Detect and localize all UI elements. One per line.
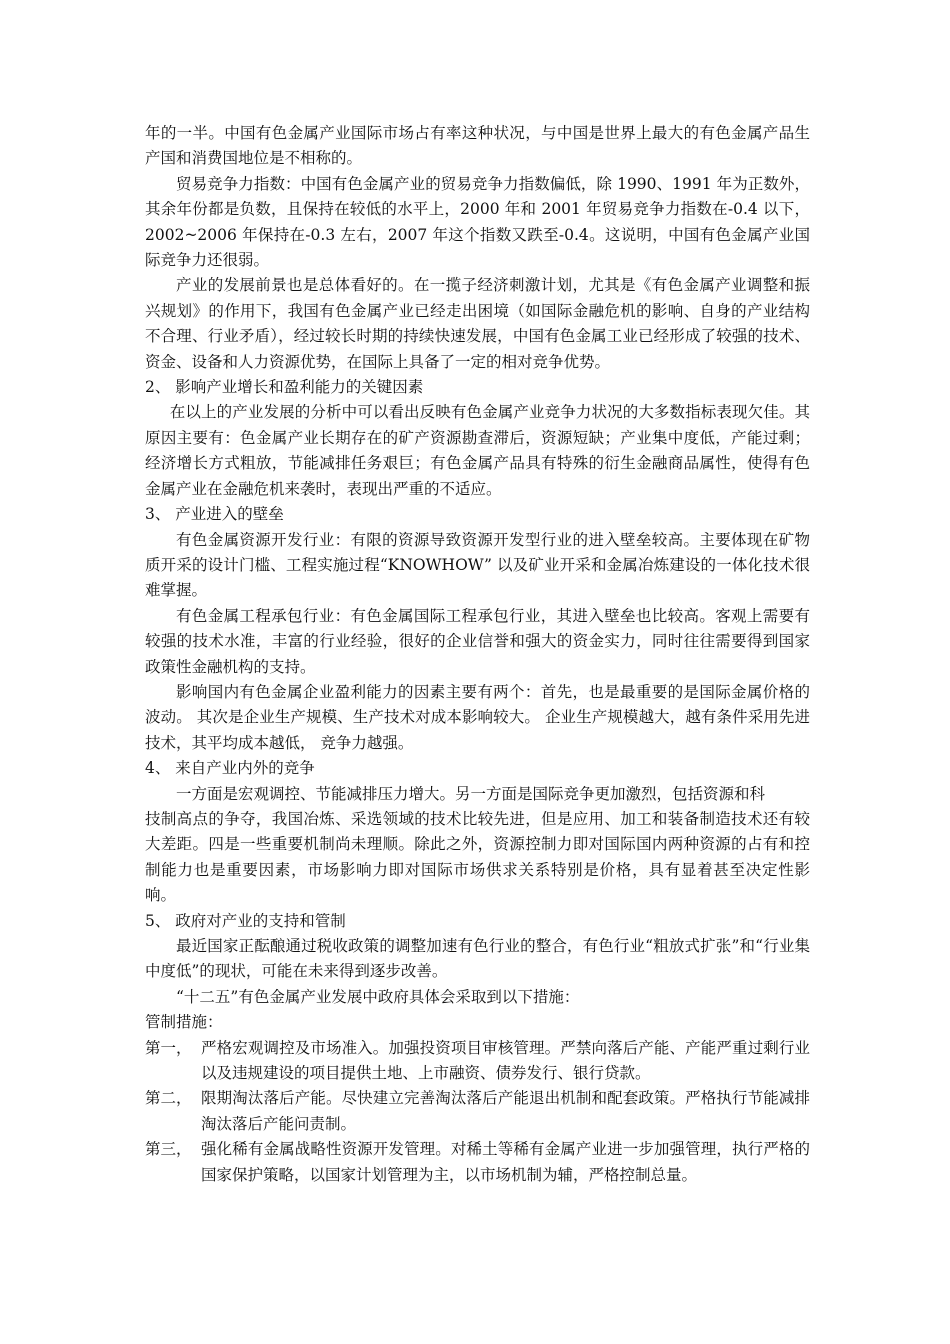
paragraph-trade-index: 贸易竞争力指数：中国有色金属产业的贸易竞争力指数偏低，除 1990、1991 年为正数外，其余年份都是负数，且保持在较低的水平上，2000 年和 2001 年贸易竞争力指数在-0.4 以下，2002~2006 年保持在-0.3 左右，2007 年这个指数又跌至-0.4。这说明，中国有色金属产业国际竞争力还很弱。 [145,174,810,270]
measure-label: 第一， [145,1038,192,1057]
paragraph-profitability: 影响国内有色金属企业盈利能力的因素主要有两个：首先，也是最重要的是国际金属价格的波动。 其次是企业生产规模、生产技术对成本影响较大。 企业生产规模越大，越有条件采用先进技术，其平均成本越低， 竞争力越强。 [145,682,810,752]
paragraph-competition-b: 技制高点的争夺，我国冶炼、采选领域的技术比较先进，但是应用、加工和装备制造技术还有较大差距。四是一些重要机制尚未理顺。除此之外，资源控制力即对国际国内两种资源的占有和控制能力也是重要因素，市场影响力即对国际市场供求关系特别是价格，具有显着甚至决定性影响。 [145,809,810,905]
document-page [145,121,810,1188]
measure-text: 严格宏观调控及市场准入。加强投资项目审核管理。严禁向落后产能、产能严重过剩行业以及违规建设的项目提供土地、上市融资、债券发行、银行贷款。 [201,1038,810,1083]
paragraph-market-share: 年的一半。中国有色金属产业国际市场占有率这种状况，与中国是世界上最大的有色金属产品生产国和消费国地位是不相称的。 [145,124,810,168]
paragraph-tax-policy: 最近国家正酝酿通过税收政策的调整加速有色行业的整合，有色行业“粗放式扩张”和“行业集中度低”的现状，可能在未来得到逐步改善。 [145,937,810,981]
measure-item-3 [145,1137,810,1188]
paragraph-outlook: 产业的发展前景也是总体看好的。在一揽子经济刺激计划，尤其是《有色金属产业调整和振兴规划》的作用下，我国有色金属产业已经走出困境（如国际金融危机的影响、自身的产业结构不合理、行业矛盾），经过较长时期的持续快速发展，中国有色金属工业已经形成了较强的技术、资金、设备和人力资源优势，在国际上具备了一定的相对竞争优势。 [145,276,810,371]
paragraph-measures-title: 管制措施： [145,1013,223,1032]
paragraph-resource-barrier: 有色金属资源开发行业：有限的资源导致资源开发型行业的进入壁垒较高。主要体现在矿物质开采的设计门槛、工程实施过程“KNOWHOW” 以及矿业开采和金属冶炼建设的一体化技术很难掌握。 [145,530,810,600]
paragraph-competition-a: 一方面是宏观调控、节能减排压力增大。另一方面是国际竞争更加激烈，包括资源和科 [176,784,766,803]
section-heading-3: 3、 产业进入的壁垒 [145,505,284,524]
measure-label: 第二， [145,1089,192,1108]
measure-item-1 [145,1036,810,1087]
paragraph-engineering-barrier: 有色金属工程承包行业：有色金属国际工程承包行业，其进入壁垒也比较高。客观上需要有较强的技术水准，丰富的行业经验，很好的企业信誉和强大的资金实力，同时往往需要得到国家政策性金融机构的支持。 [145,606,810,676]
section-heading-5: 5、 政府对产业的支持和管制 [145,911,346,930]
measure-text: 强化稀有金属战略性资源开发管理。对稀土等稀有金属产业进一步加强管理，执行严格的国家保护策略，以国家计划管理为主，以市场机制为辅，严格控制总量。 [201,1140,810,1184]
measure-text: 限期淘汰落后产能。尽快建立完善淘汰落后产能退出机制和配套政策。严格执行节能减排淘汰落后产能问责制。 [201,1089,810,1133]
measure-item-2 [145,1086,810,1137]
section-heading-4: 4、 来自产业内外的竞争 [145,759,315,778]
paragraph-key-factors: 在以上的产业发展的分析中可以看出反映有色金属产业竞争力状况的大多数指标表现欠佳。其原因主要有：色金属产业长期存在的矿产资源勘查滞后，资源短缺；产业集中度低，产能过剩；经济增长方式粗放，节能减排任务艰巨；有色金属产品具有特殊的衍生金融商品属性，使得有色金属产业在金融危机来袭时，表现出严重的不适应。 [145,403,810,498]
measure-label: 第三， [145,1140,192,1159]
paragraph-five-year-plan: “十二五”有色金属产业发展中政府具体会采取到以下措施： [176,987,580,1006]
section-heading-2: 2、 影响产业增长和盈利能力的关键因素 [145,378,424,397]
